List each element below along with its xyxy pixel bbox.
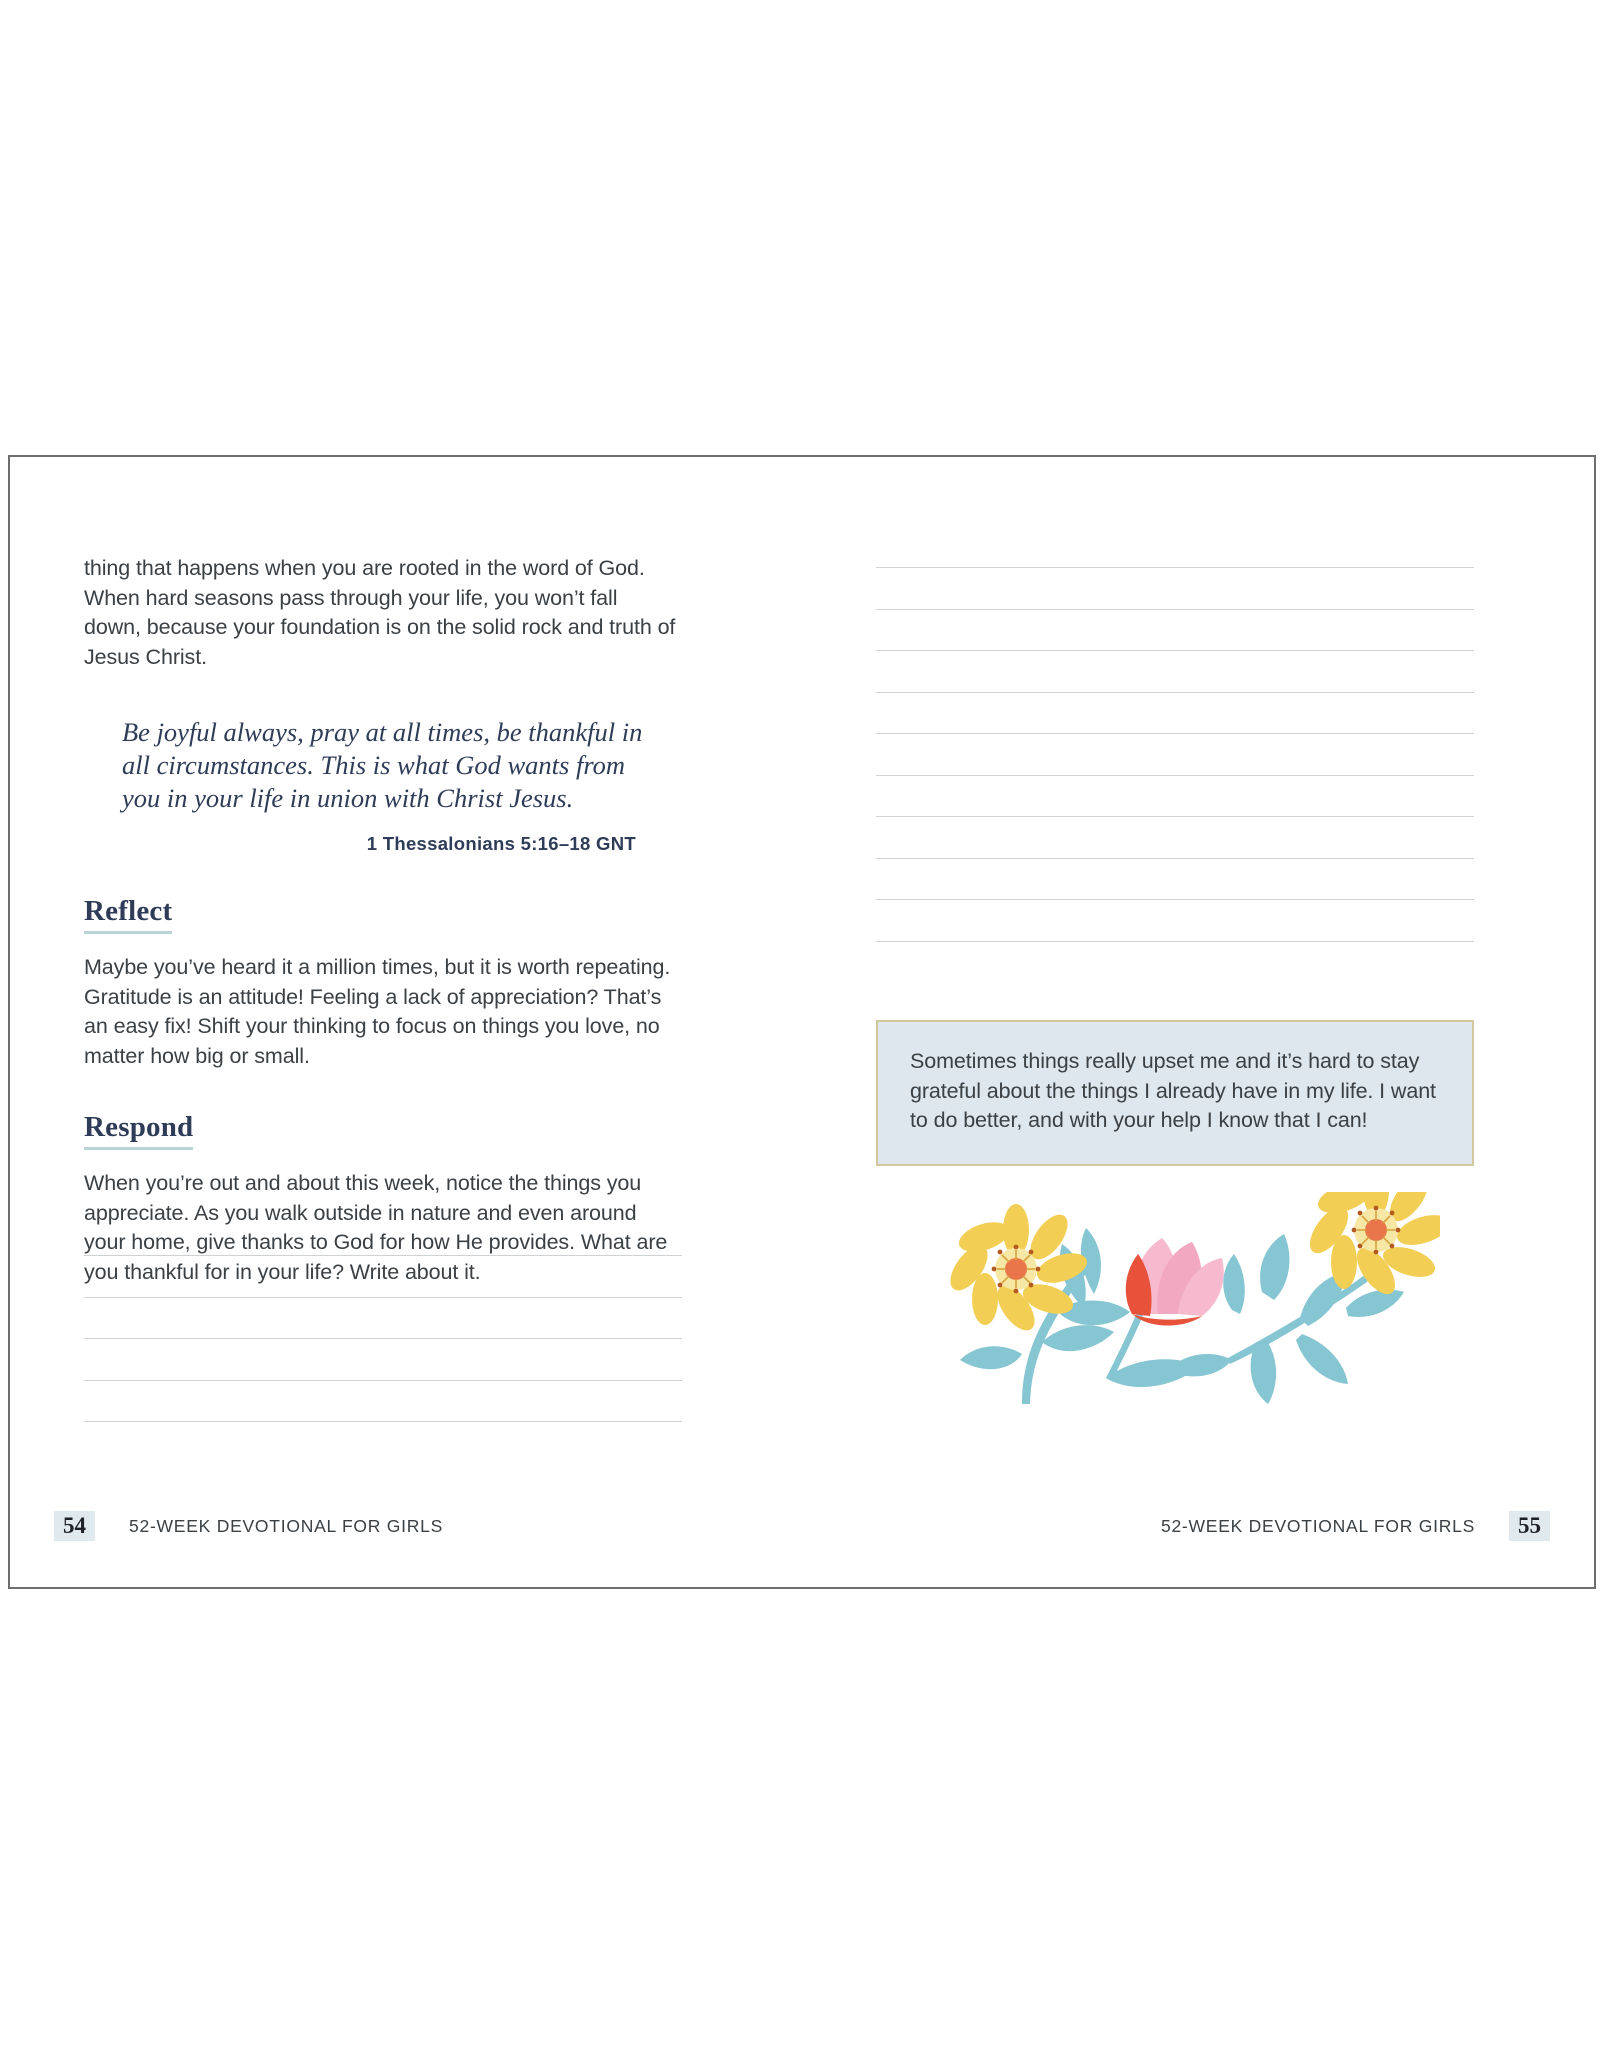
writing-line[interactable]	[876, 650, 1474, 651]
reflect-section	[84, 895, 676, 1071]
scripture-block	[122, 716, 662, 855]
writing-line[interactable]	[876, 899, 1474, 900]
writing-line[interactable]	[84, 1380, 682, 1381]
right-page-footer	[1161, 1509, 1550, 1543]
scripture-reference: 1 Thessalonians 5:16–18 GNT	[366, 833, 636, 854]
running-head: 52-WEEK DEVOTIONAL FOR GIRLS	[129, 1515, 444, 1536]
right-page	[802, 457, 1594, 1587]
writing-line[interactable]	[876, 941, 1474, 942]
left-page	[10, 457, 802, 1587]
scripture-text: Be joyful always, pray at all times, be thankful in all circumstances. This is what God wants from you in your life in union with Christ Jesus.	[122, 717, 643, 813]
continuation-paragraph: thing that happens when you are rooted in the word of God. When hard seasons pass through your life, you won’t fall down, because your foundation is on the solid rock and truth of Jesus Christ.	[84, 556, 676, 669]
running-head: 52-WEEK DEVOTIONAL FOR GIRLS	[1160, 1515, 1475, 1536]
prayer-text: Sometimes things really upset me and it’s hard to stay grateful about the things I already have in my life. I want to do better, and with your help I know that I can!	[910, 1049, 1436, 1132]
floral-illustration	[910, 1192, 1440, 1412]
prayer-box	[876, 1020, 1474, 1166]
reflect-body: Maybe you’ve heard it a million times, but it is worth repeating. Gratitude is an attitude! Feeling a lack of appreciation? That’s an easy fix! Shift your thinking to focus on things you love, no matter how big or small.	[84, 955, 671, 1068]
writing-line[interactable]	[876, 733, 1474, 734]
left-page-footer	[54, 1509, 443, 1543]
right-page-writing-lines[interactable]	[876, 567, 1474, 942]
respond-heading: Respond	[84, 1111, 193, 1150]
left-page-content	[84, 554, 676, 1287]
reflect-heading: Reflect	[84, 895, 172, 934]
writing-line[interactable]	[876, 567, 1474, 568]
tulip-center	[1126, 1238, 1224, 1326]
book-spread	[8, 455, 1596, 1589]
writing-line[interactable]	[876, 816, 1474, 817]
left-page-writing-lines[interactable]	[84, 1255, 682, 1422]
writing-line[interactable]	[876, 692, 1474, 693]
writing-line[interactable]	[84, 1297, 682, 1298]
page-number: 55	[1509, 1511, 1550, 1541]
writing-line[interactable]	[84, 1255, 682, 1256]
writing-line[interactable]	[84, 1338, 682, 1339]
page-number: 54	[54, 1511, 95, 1541]
writing-line[interactable]	[876, 858, 1474, 859]
writing-line[interactable]	[876, 609, 1474, 610]
respond-body: When you’re out and about this week, notice the things you appreciate. As you walk outside in nature and even around your home, give thanks to God for how He provides. What are you thankful for in your life? Write about it.	[84, 1171, 668, 1284]
writing-line[interactable]	[876, 775, 1474, 776]
writing-line[interactable]	[84, 1421, 682, 1422]
